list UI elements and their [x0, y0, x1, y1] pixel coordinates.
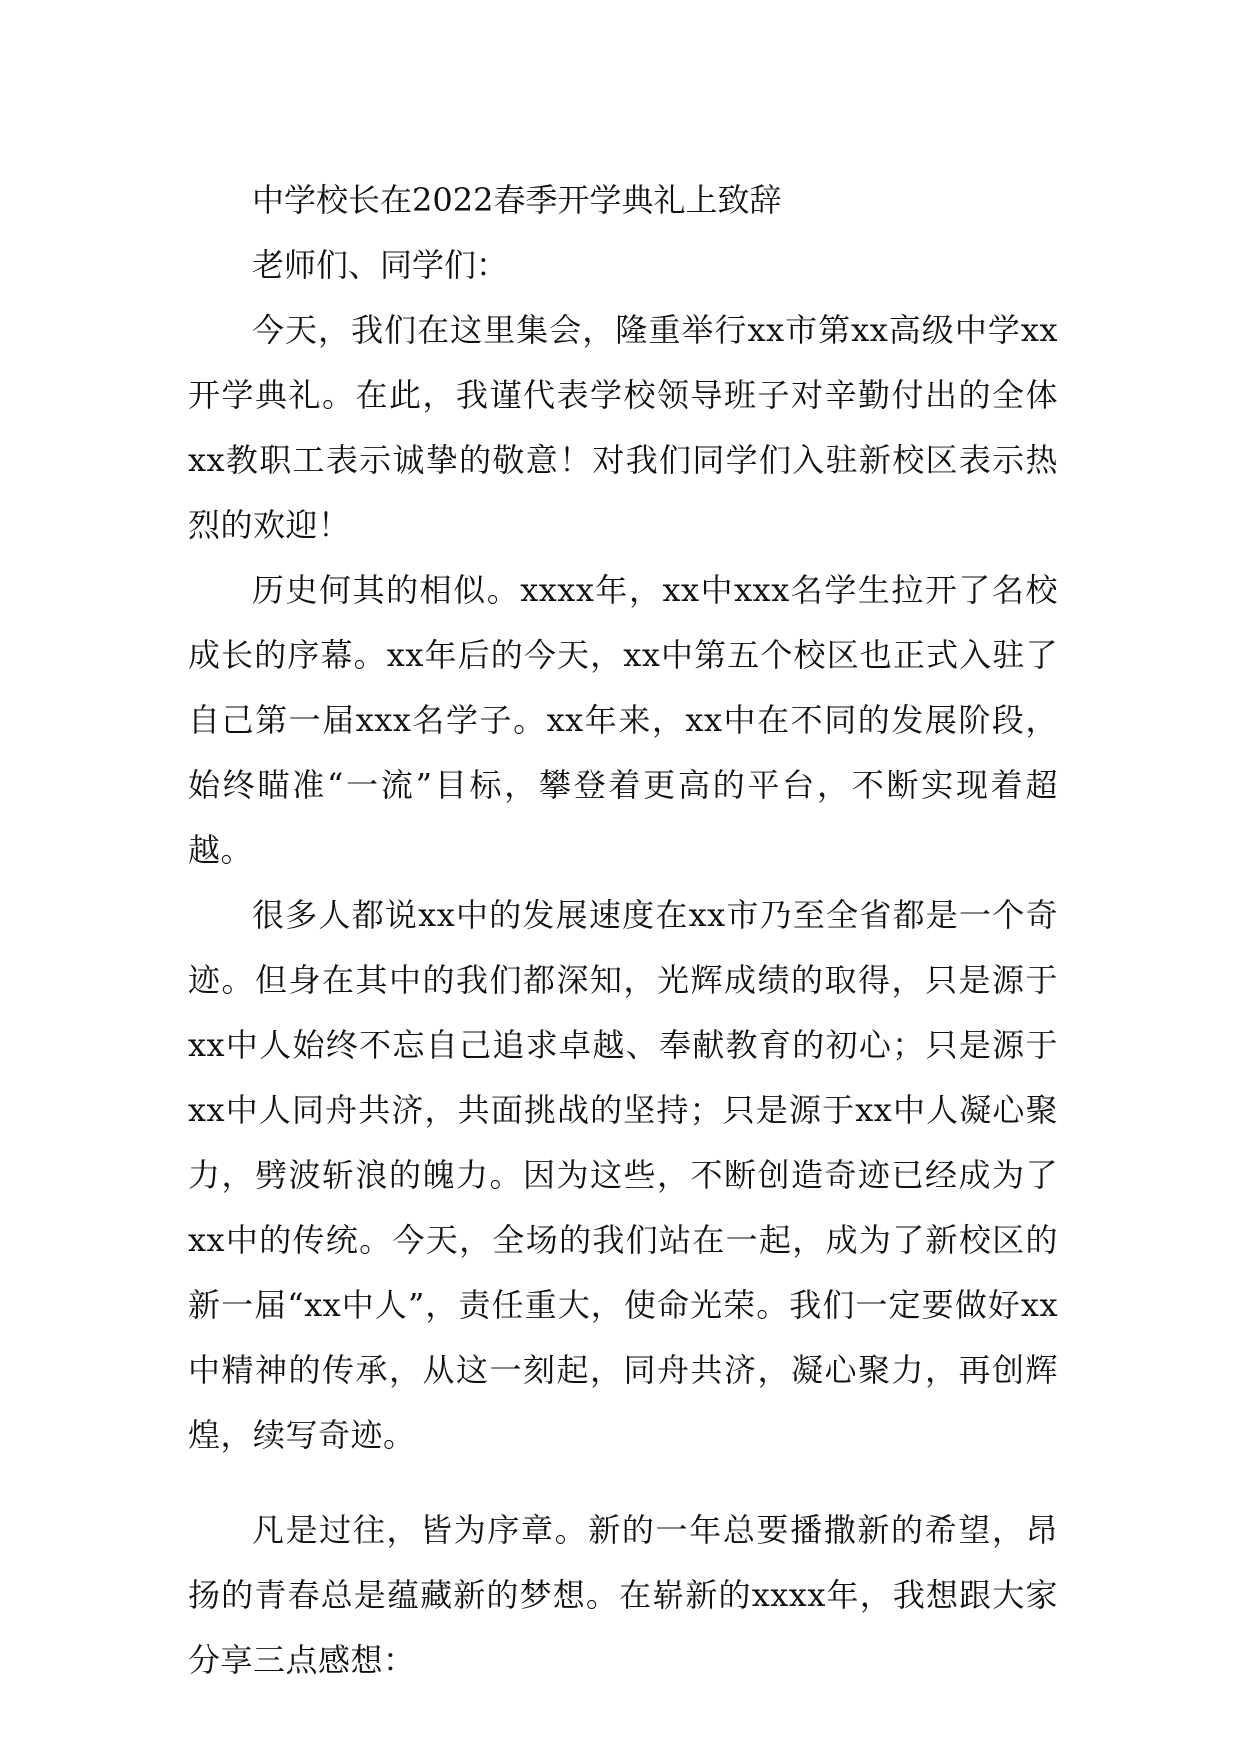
paragraph-4: 凡是过往，皆为序章。新的一年总要播撒新的希望，昂扬的青春总是蕴藏新的梦想。在崭新的xxxx年，我想跟大家分享三点感想： — [188, 1511, 1058, 1679]
greeting: 老师们、同学们： — [252, 246, 509, 284]
document-body — [188, 168, 1058, 1693]
document-title: 中学校长在2022春季开学典礼上致辞 — [252, 181, 782, 219]
paragraph-2: 历史何其的相似。xxxx年，xx中xxx名学生拉开了名校成长的序幕。xx年后的今天，xx中第五个校区也正式入驻了自己第一届xxx名学子。xx年来，xx中在不同的发展阶段，始终瞄准“一流”目标，攀登着更高的平台，不断实现着超越。 — [188, 571, 1058, 869]
paragraph-1: 今天，我们在这里集会，隆重举行xx市第xx高级中学xx开学典礼。在此，我谨代表学校领导班子对辛勤付出的全体xx教职工表示诚挚的敬意！对我们同学们入驻新校区表示热烈的欢迎！ — [188, 311, 1058, 544]
paragraph-3: 很多人都说xx中的发展速度在xx市乃至全省都是一个奇迹。但身在其中的我们都深知，光辉成绩的取得，只是源于xx中人始终不忘自己追求卓越、奉献教育的初心；只是源于xx中人同舟共济，共面挑战的坚持；只是源于xx中人凝心聚力，劈波斩浪的魄力。因为这些，不断创造奇迹已经成为了xx中的传统。今天，全场的我们站在一起，成为了新校区的新一届“xx中人”，责任重大，使命光荣。我们一定要做好xx中精神的传承，从这一刻起，同舟共济，凝心聚力，再创辉煌，续写奇迹。 — [188, 896, 1058, 1454]
